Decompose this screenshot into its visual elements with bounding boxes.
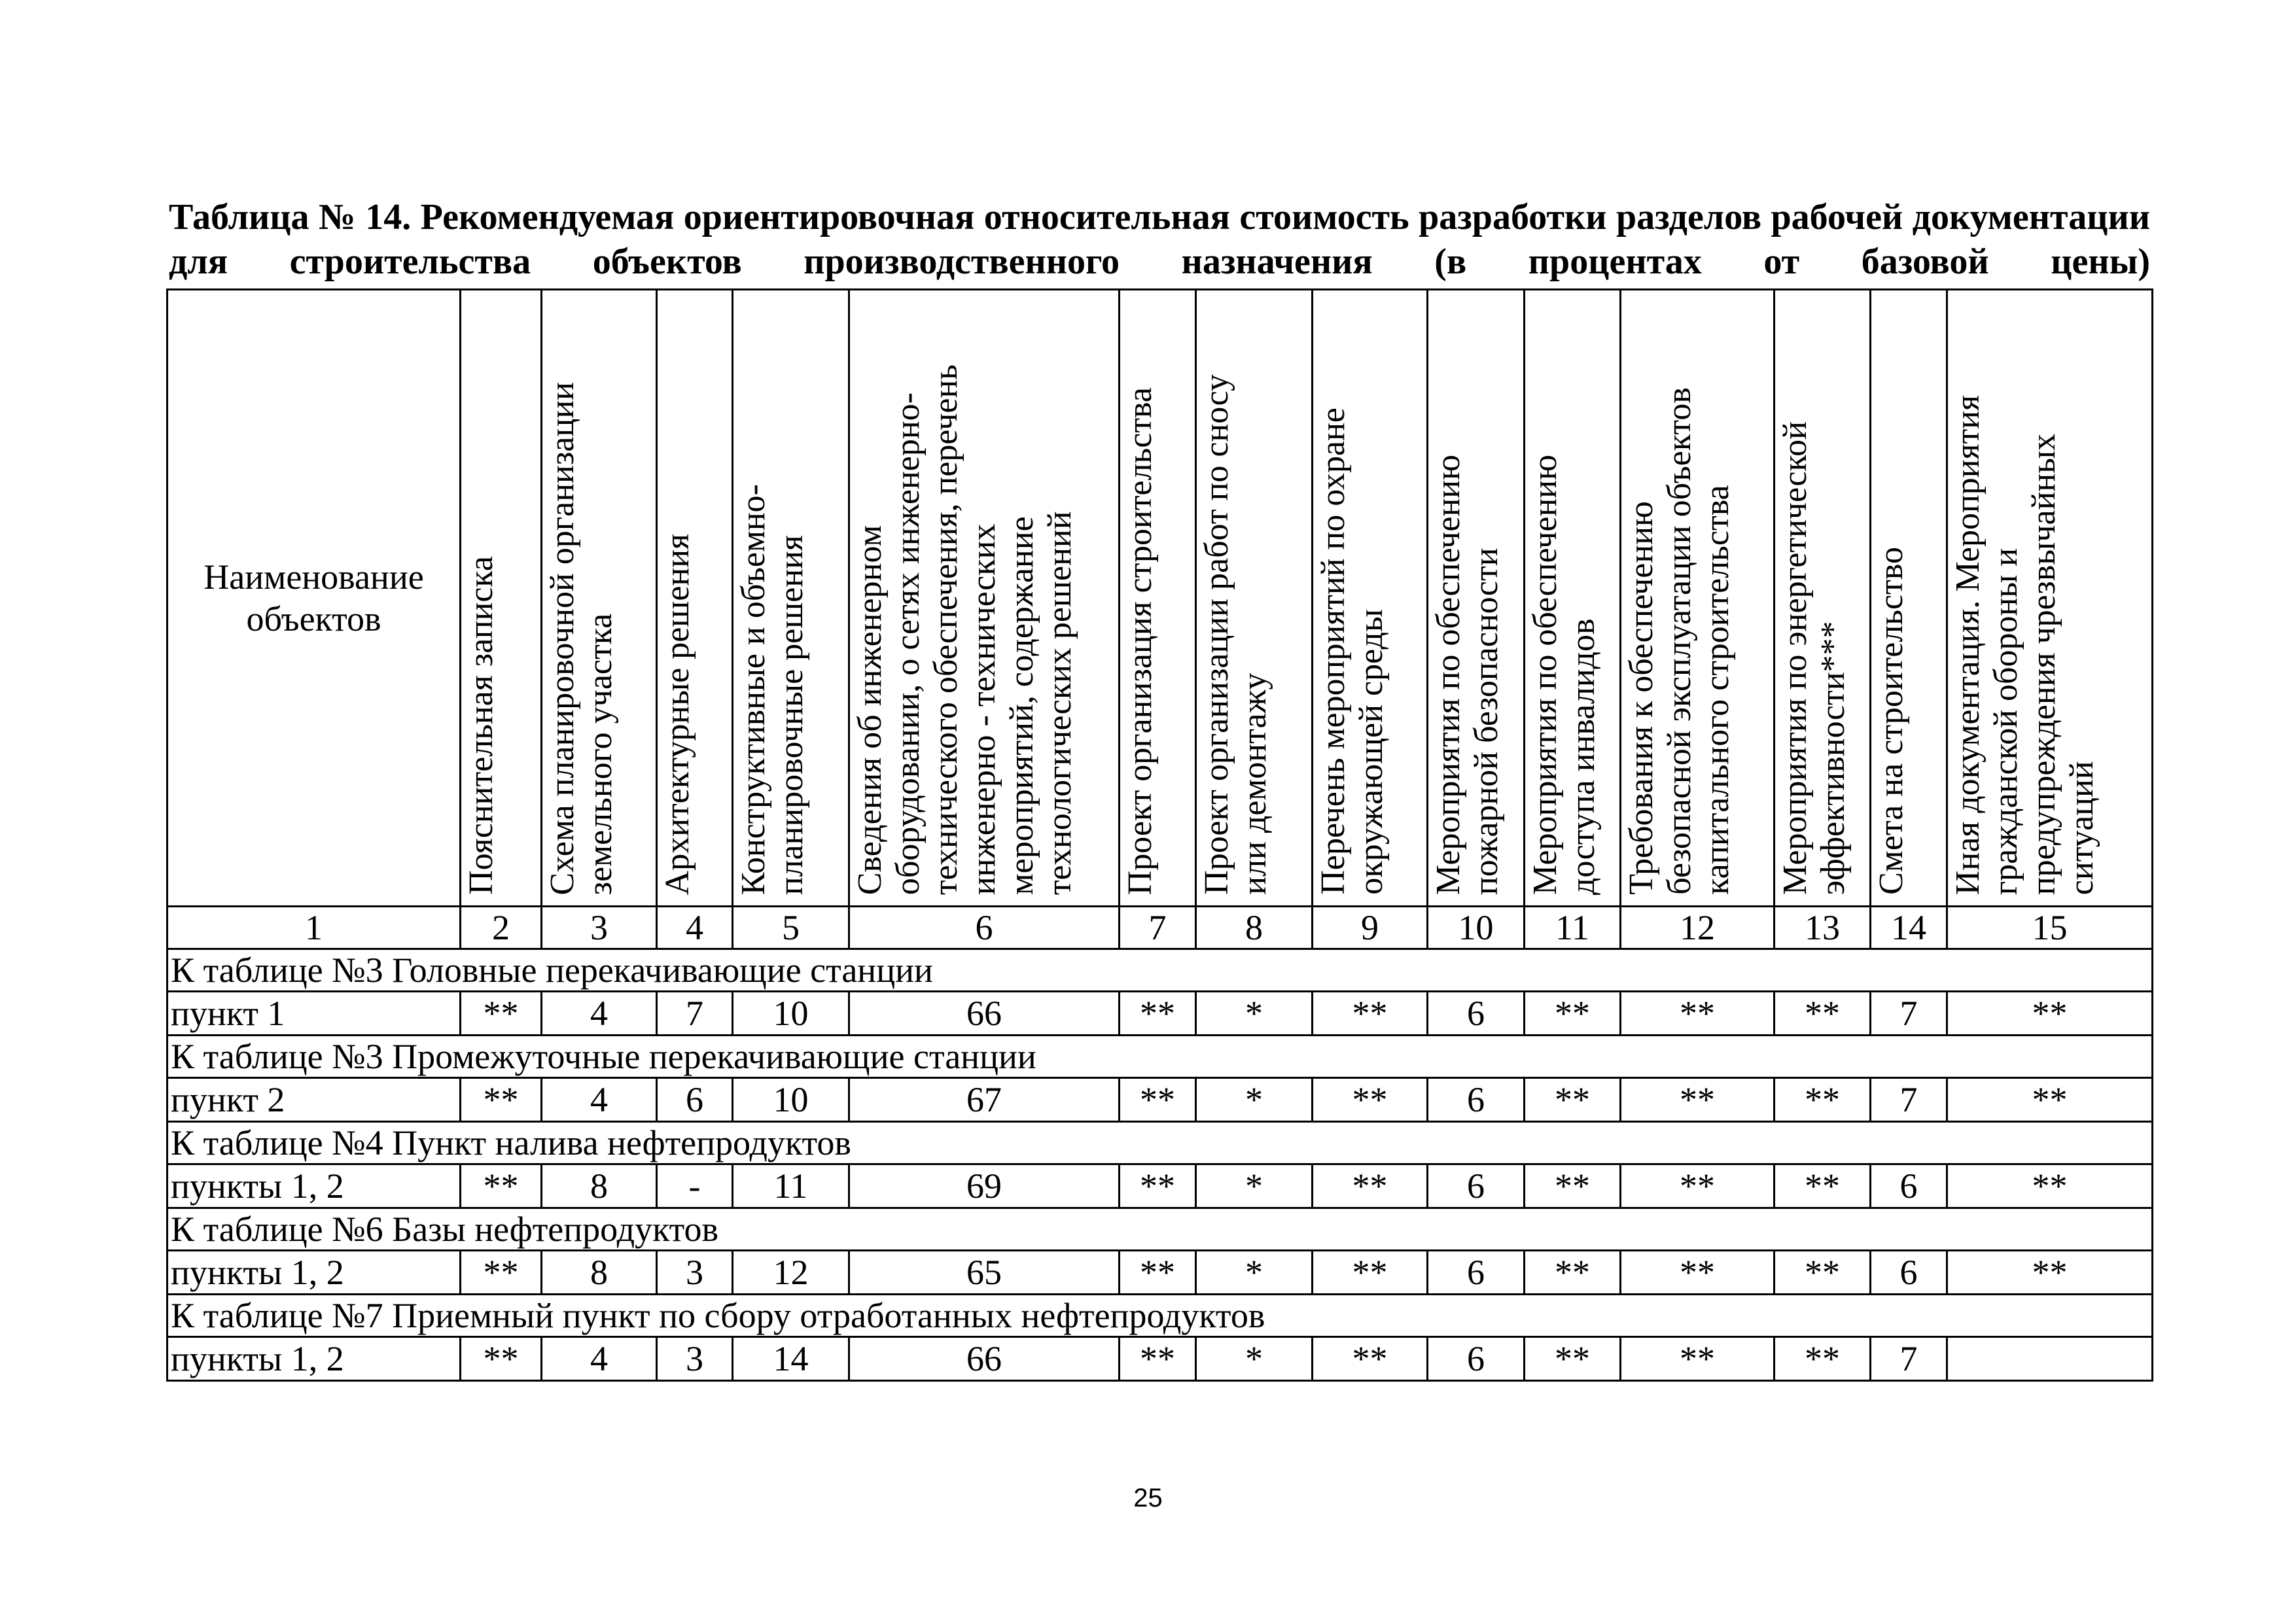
column-header-13	[1775, 290, 1871, 907]
column-header-11	[1525, 290, 1621, 907]
table-cell: 67	[849, 1078, 1120, 1122]
column-header-label: Пояснительная записка	[463, 556, 500, 895]
column-header-label: Конструктивные и объемно- планировочные решения	[735, 483, 810, 895]
table-cell: *	[1196, 1078, 1313, 1122]
table-cell: 12	[733, 1251, 849, 1295]
table-cell: *	[1196, 1251, 1313, 1295]
row-label: пункты 1, 2	[168, 1337, 461, 1381]
column-header-label: Сведения об инженерном оборудовании, о сетях инженерно- технического обеспечения, перечень инженерно - технических мероприятий, содержание технологических решений	[851, 364, 1078, 895]
table-cell: **	[1525, 1251, 1621, 1295]
column-number: 1	[168, 907, 461, 949]
table-row	[168, 1337, 2153, 1381]
table-cell: 3	[657, 1251, 733, 1295]
table-cell: 3	[657, 1337, 733, 1381]
column-header-9	[1313, 290, 1428, 907]
column-number: 13	[1775, 907, 1871, 949]
table-cell: -	[657, 1164, 733, 1208]
table-cell: 6	[1871, 1164, 1947, 1208]
table-cell: 6	[1428, 1078, 1525, 1122]
table-cell: 14	[733, 1337, 849, 1381]
section-row	[168, 1036, 2153, 1078]
table-cell: 6	[1428, 992, 1525, 1036]
column-number: 14	[1871, 907, 1947, 949]
table-cell: 66	[849, 1337, 1120, 1381]
column-number: 5	[733, 907, 849, 949]
row-label: пункты 1, 2	[168, 1164, 461, 1208]
table-cell: **	[1313, 1164, 1428, 1208]
column-header-name	[168, 290, 461, 907]
column-number: 9	[1313, 907, 1428, 949]
table-cell	[1947, 1337, 2153, 1381]
table-cell: **	[1775, 1164, 1871, 1208]
section-title: К таблице №6 Базы нефтепродуктов	[168, 1208, 2153, 1251]
table-cell: 7	[1871, 992, 1947, 1036]
table-cell: 7	[657, 992, 733, 1036]
table-cell: 8	[542, 1251, 657, 1295]
table-cell: **	[1313, 1078, 1428, 1122]
column-header-12	[1621, 290, 1775, 907]
table-cell: **	[1621, 1164, 1775, 1208]
table-cell: 7	[1871, 1337, 1947, 1381]
table-cell: **	[1621, 1337, 1775, 1381]
column-number: 4	[657, 907, 733, 949]
table-cell: 10	[733, 992, 849, 1036]
column-header-label: Мероприятия по обеспечению пожарной безопасности	[1430, 454, 1505, 895]
column-header-label: Мероприятия по энергетической эффективности***	[1776, 421, 1852, 895]
table-cell: **	[1525, 1078, 1621, 1122]
column-number: 6	[849, 907, 1120, 949]
table-row	[168, 1164, 2153, 1208]
column-header-8	[1196, 290, 1313, 907]
row-label: пункт 1	[168, 992, 461, 1036]
column-header-3	[542, 290, 657, 907]
table-cell: **	[1313, 1337, 1428, 1381]
table-cell: 6	[1871, 1251, 1947, 1295]
row-label: пункты 1, 2	[168, 1251, 461, 1295]
table-cell: **	[1120, 1251, 1196, 1295]
row-label: пункт 2	[168, 1078, 461, 1122]
table-cell: *	[1196, 1164, 1313, 1208]
column-header-label: Мероприятия по обеспечению доступа инвалидов	[1527, 454, 1602, 895]
column-number: 8	[1196, 907, 1313, 949]
table-cell: 6	[1428, 1337, 1525, 1381]
section-title: К таблице №3 Головные перекачивающие станции	[168, 949, 2153, 992]
column-number: 15	[1947, 907, 2153, 949]
column-header-15	[1947, 290, 2153, 907]
table-cell: **	[1775, 1337, 1871, 1381]
column-number: 12	[1621, 907, 1775, 949]
table-cell: **	[1947, 1078, 2153, 1122]
table-cell: **	[461, 1251, 542, 1295]
table-cell: *	[1196, 1337, 1313, 1381]
column-header-5	[733, 290, 849, 907]
table-cell: **	[1120, 992, 1196, 1036]
table-cell: 6	[657, 1078, 733, 1122]
section-title: К таблице №4 Пункт налива нефтепродуктов	[168, 1122, 2153, 1164]
table-row	[168, 992, 2153, 1036]
table-cell: 8	[542, 1164, 657, 1208]
column-header-label: Проект организация строительства	[1122, 387, 1159, 895]
table-cell: 6	[1428, 1164, 1525, 1208]
section-row	[168, 1122, 2153, 1164]
column-header-label: Смета на строительство	[1873, 547, 1910, 895]
column-header-name-label: Наименование объектов	[203, 557, 424, 638]
column-number: 10	[1428, 907, 1525, 949]
column-number: 7	[1120, 907, 1196, 949]
table-cell: 65	[849, 1251, 1120, 1295]
column-header-label: Требования к обеспечению безопасной эксплуатации объектов капитального строительства	[1623, 387, 1736, 895]
table-cell: **	[461, 1078, 542, 1122]
table-cell: 11	[733, 1164, 849, 1208]
section-row	[168, 1295, 2153, 1337]
section-title: К таблице №7 Приемный пункт по сбору отработанных нефтепродуктов	[168, 1295, 2153, 1337]
section-row	[168, 949, 2153, 992]
header-row	[168, 290, 2153, 907]
table-cell: 4	[542, 1337, 657, 1381]
table-row	[168, 1251, 2153, 1295]
column-header-label: Проект организации работ по сносу или демонтажу	[1198, 374, 1273, 895]
table-cell: **	[1525, 992, 1621, 1036]
column-header-2	[461, 290, 542, 907]
table-cell: 69	[849, 1164, 1120, 1208]
table-row	[168, 1078, 2153, 1122]
table-cell: **	[1525, 1337, 1621, 1381]
table-cell: **	[1525, 1164, 1621, 1208]
table-cell: 7	[1871, 1078, 1947, 1122]
table-cell: 4	[542, 1078, 657, 1122]
column-number-row	[168, 907, 2153, 949]
table-cell: **	[1621, 992, 1775, 1036]
column-number: 2	[461, 907, 542, 949]
table-cell: **	[1120, 1078, 1196, 1122]
table-cell: **	[1775, 992, 1871, 1036]
table-cell: **	[1947, 1164, 2153, 1208]
table-cell: **	[1947, 1251, 2153, 1295]
table-cell: 10	[733, 1078, 849, 1122]
column-header-6	[849, 290, 1120, 907]
table-cell: **	[461, 1337, 542, 1381]
table-title: Таблица № 14. Рекомендуемая ориентировочная относительная стоимость разработки разделов рабочей документации для строительства объектов производственного назначения (в процентах от базовой цены)	[169, 197, 2150, 282]
table-cell: **	[1775, 1251, 1871, 1295]
column-header-label: Схема планировочной организации земельного участка	[544, 381, 619, 895]
table-cell: 6	[1428, 1251, 1525, 1295]
section-title: К таблице №3 Промежуточные перекачивающие станции	[168, 1036, 2153, 1078]
column-header-label: Перечень мероприятий по охране окружающей среды	[1315, 408, 1390, 895]
column-header-label: Иная документация. Мероприятия гражданской обороны и предупреждения чрезвычайных ситуаций	[1949, 394, 2100, 895]
cost-table	[166, 288, 2153, 1382]
table-cell: **	[1621, 1251, 1775, 1295]
table-cell: **	[1947, 992, 2153, 1036]
column-number: 3	[542, 907, 657, 949]
table-cell: 66	[849, 992, 1120, 1036]
column-header-4	[657, 290, 733, 907]
table-cell: **	[1120, 1164, 1196, 1208]
column-number: 11	[1525, 907, 1621, 949]
table-cell: **	[461, 992, 542, 1036]
table-cell: **	[1313, 992, 1428, 1036]
table-cell: *	[1196, 992, 1313, 1036]
table-cell: **	[1313, 1251, 1428, 1295]
column-header-14	[1871, 290, 1947, 907]
section-row	[168, 1208, 2153, 1251]
page-number: 25	[1133, 1484, 1163, 1512]
table-cell: **	[461, 1164, 542, 1208]
table-cell: **	[1120, 1337, 1196, 1381]
column-header-label: Архитектурные решения	[659, 533, 696, 895]
column-header-7	[1120, 290, 1196, 907]
table-cell: **	[1775, 1078, 1871, 1122]
column-header-10	[1428, 290, 1525, 907]
table-cell: 4	[542, 992, 657, 1036]
table-cell: **	[1621, 1078, 1775, 1122]
